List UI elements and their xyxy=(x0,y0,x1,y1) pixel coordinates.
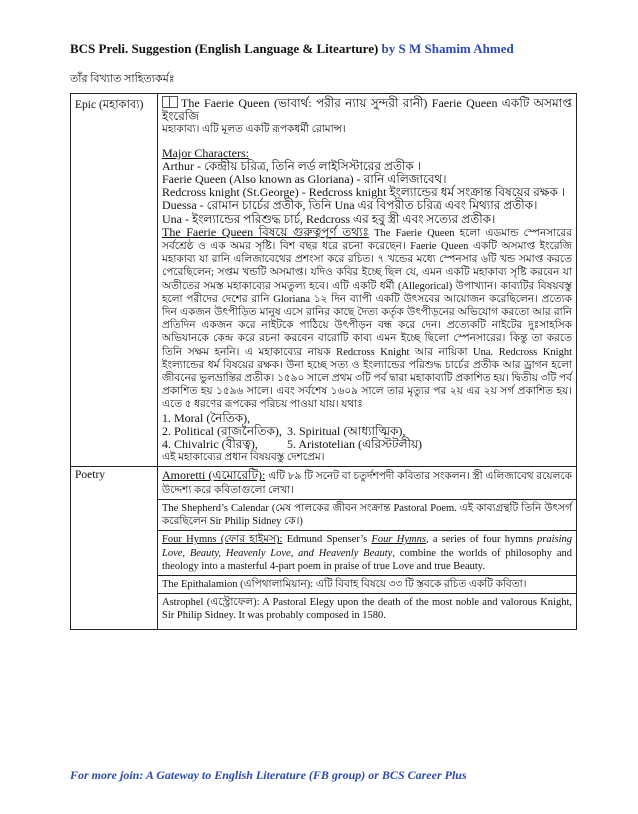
epic-category: Epic (মহাকাব্য) xyxy=(71,94,158,467)
facts-heading: The Faerie Queen বিষয়ে গুরুত্বপূর্ণ তথ্যঃ xyxy=(162,224,369,239)
faerie-queen-intro-rest: মহাকাব্য। এটি মূলত একটি রূপকধর্মী রোমান্স। xyxy=(162,124,346,136)
epic-theme: এই মহাকাব্যের প্রধান বিষয়বস্তু দেশপ্রেম। xyxy=(162,452,325,464)
characters-heading: Major Characters: xyxy=(162,145,249,160)
hymns-text-3: , combine the worlds of philosophy and theology into a masterful 4-part poem in praise of true Love and true Beauty. xyxy=(162,547,572,572)
character-faerie-queen: Faerie Queen (Also known as Gloriana) - রানি এলিজাবেথ। xyxy=(162,172,447,187)
character-duessa: Duessa - রোমান চার্চের প্রতীক, তিনি Una এর বিপরীত চরিত্র এবং মিথ্যার প্রতীক। xyxy=(162,198,538,213)
epic-content xyxy=(158,94,577,467)
footer-note: For more join: A Gateway to English Literature (FB group) or BCS Career Plus xyxy=(70,768,467,782)
epithalamion: The Epithalamion (এপিথালামিয়ান): এটি বিবাহ বিষয়ে ৩৩ টি স্তবকে রচিত একটি কবিতা। xyxy=(158,575,577,593)
character-arthur: Arthur - কেন্দ্রীয় চরিত্র, তিনি লর্ড লাইসিস্টারের প্রতীক । xyxy=(162,158,422,173)
poetry-row-amoretti xyxy=(71,467,577,499)
allegory-political: 2. Political (রাজনৈতিক), xyxy=(162,423,282,438)
amoretti-cell xyxy=(158,467,577,499)
hymns-text-2: , a series of four hymns xyxy=(425,534,533,546)
allegory-chivalric: 4. Chivalric (বীরত্ব), xyxy=(162,437,258,452)
amoretti-body: এটি ৮৯ টি সনেট বা চতুর্দশপদী কবিতার সংকলন। স্ত্রী এলিজাবেথ রয়েলকে উদ্দেশ্য করে কবিতাগুলো লেখা। xyxy=(162,471,573,496)
astrophel: Astrophel (এস্ট্রোফেল): A Pastoral Elegy upon the death of the most noble and valorous Knight, Sir Philip Sidney. It was probably composed in 1580. xyxy=(158,594,577,629)
hymns-italic-title: Four Hymns xyxy=(371,534,426,546)
document-title xyxy=(70,41,514,57)
section-subtitle: তাঁর বিখ্যাত সাহিত্যকর্মঃ xyxy=(70,73,175,85)
four-hymns-cell xyxy=(158,531,577,576)
author-name: by S M Shamim Ahmed xyxy=(381,41,514,56)
epic-row xyxy=(71,94,577,467)
allegory-moral: 1. Moral (নৈতিক), xyxy=(162,410,251,425)
allegory-aristotelian: 5. Aristotelian (এরিস্টটলীয়) xyxy=(287,437,423,452)
poetry-category: Poetry xyxy=(71,467,158,629)
allegory-spiritual: 3. Spiritual (আধ্যাত্মিক), xyxy=(287,423,406,438)
faerie-queen-intro: The Faerie Queen (ভাবার্থ: পরীর ন্যায় সুন্দরী রানী) Faerie Queen একটি অসমাপ্ত ইংরেজি xyxy=(162,96,572,124)
hymns-title: Four Hymns (ফোর হাইমস): xyxy=(162,534,283,546)
character-redcross: Redcross knight (St.George) - Redcross knight ইংল্যান্ডের ধর্ম সংক্রান্ত বিষয়ের রক্ষক । xyxy=(162,185,566,200)
book-icon xyxy=(162,96,178,108)
title-text: BCS Preli. Suggestion (English Language & Litearture) xyxy=(70,41,379,56)
facts-body: The Faerie Queen হলো এডমান্ড স্পেনসারের সর্বশ্রেষ্ঠ ও এক অমর সৃষ্টি। বিশ বছর ধরে রচনা করেছেন। Faerie Queen একটি অসমাপ্ত ইংরেজি মহাকাব্য যা রানি এলিজাবেথের প্রশংসা করে রচিত। ৭ খন্ডের মধ্যে স্পেনসার ৬টি খন্ড সমাপ্ত করতে পেরেছিলেন; সপ্তম খন্ডটি অসমাপ্ত। যদিও কবির ইচ্ছে ছিল যে, এমন একটি মহাকাব্য সৃষ্টি করবেন যা অতীতের সমস্ত মহাকাব্যের সমতুল্য হবে। এটি একটি ধর্মী (Allegorical) উপাখ্যান। কাব্যটির বিষয়বস্তু হলো পরীদের দেশের রানি Gloriana ১২ দিন ব্যাপী একটি উৎসবের আয়োজন করেছিলেন। প্রত্যেক দিন একজন উৎপীড়িত মানুষ এসে রানির কাছে দৈত্য কর্তৃক উৎপীড়নের অভিযোগ করতো আর রানি প্রতিদিন একজন করে নাইটকে পাঠিয়ে উৎপীড়ন বন্ধ করে দেন। প্রত্যেকটি নাইটের দুঃসাহসিক অভিযানকে কেন্দ্র করে রচনা করবেন বারোটি কাব্য এমন ইচ্ছে ছিলো স্পেনসারের। কিন্তু তা করতে তিনি সক্ষম হননি। এ মহাকাব্যের নায়ক Redcross Knight আর নায়িকা Una. Redcross Knight ইংল্যান্ডের ধর্ম বিষয়ের রক্ষক। উনা হচ্ছে সত্য ও ইংল্যান্ডের পরিশুদ্ধ চার্চের প্রতীক আর ড্রাগন হলো জীবনের ভুলভ্রান্তির প্রতীক। ১৫৯০ সালে প্রথম ৩টি পর্ব দ্বারা মহাকাব্যটি প্রকাশিত হয়। দ্বিতীয় ৩টি পর্ব প্রকাশিত হয় ১৫৯৬ সালে। এবং সর্বশেষ ১৬০৯ সালে তার মৃত্যুর পর ২য় এর ২য় সর্গ প্রকাশিত হয়। এতে ৫ ধরণের রূপকের পরিচয় পাওয়া যায়। যথাঃ xyxy=(162,227,572,411)
character-una: Una - ইংল্যান্ডের পরিশুদ্ধ চার্চ, Redcross এর হবু স্ত্রী এবং সত্যের প্রতীক। xyxy=(162,211,496,226)
hymns-italic-list: praising Love, Beauty, Heavenly Love, and Heavenly Beauty xyxy=(162,534,573,559)
works-table xyxy=(70,93,577,630)
shepherds-calendar: The Shepherd’s Calendar (মেষ পালকের জীবন সংক্রান্ত Pastoral Poem. এই কাব্যগ্রন্থটি তিনি উৎসর্গ করেছিলেন Sir Philip Sidney কে।) xyxy=(158,499,577,530)
hymns-text-1: Edmund Spenser’s xyxy=(286,534,368,546)
amoretti-title: Amoretti (এমোরেটি): xyxy=(162,468,266,483)
